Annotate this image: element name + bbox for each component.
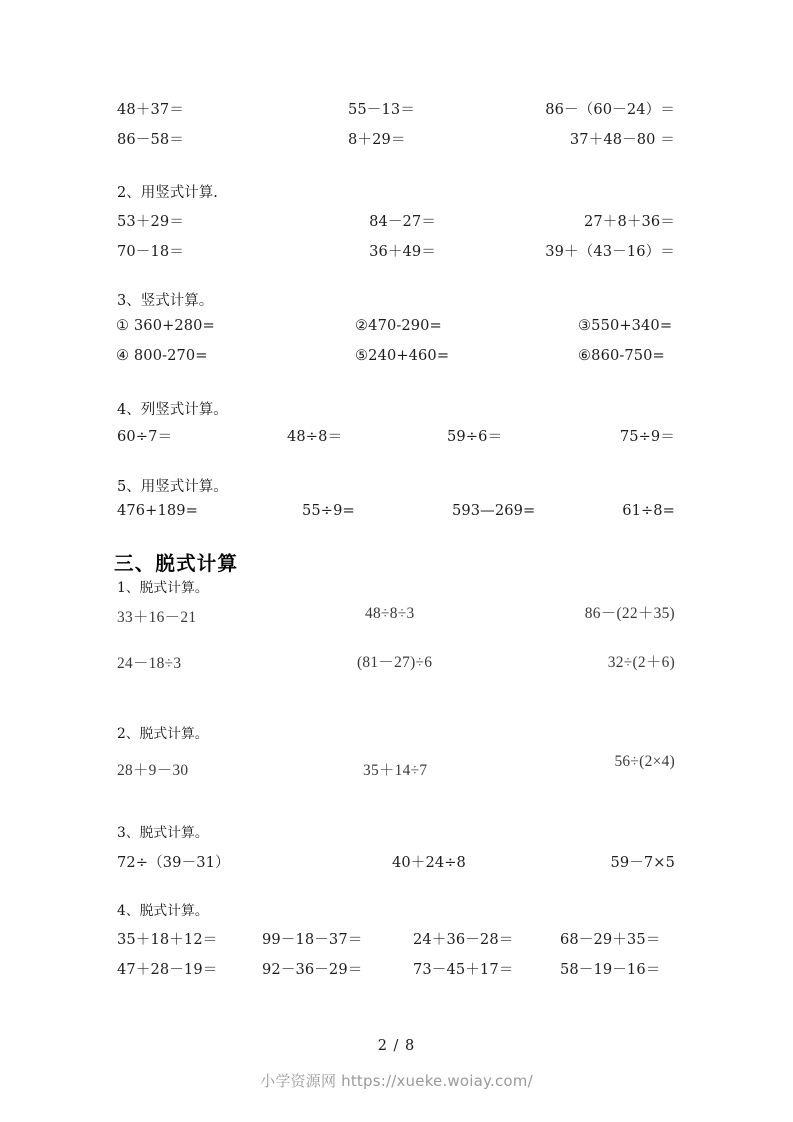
expression: ① 360+280=: [116, 317, 215, 334]
expression: 37＋48－80 ＝: [569, 131, 675, 148]
expression: 55÷9=: [302, 502, 355, 519]
exercise-row: [520, 753, 675, 771]
exercise-row: [280, 210, 436, 231]
expression: 92－36－29＝: [262, 961, 363, 978]
exercise-row: [365, 605, 414, 623]
exercise-row: [578, 317, 672, 335]
expression: ③550+340=: [578, 317, 673, 334]
exercise-row: [455, 98, 675, 119]
exercise-row: [565, 502, 675, 520]
exercise-row: [262, 958, 362, 979]
exercise-row: [355, 317, 442, 335]
expression: 39＋（43－16）＝: [545, 243, 675, 260]
exercise-row: [117, 651, 181, 673]
subsection-title-4: 4、脱式计算。: [117, 903, 209, 919]
expression: 86－58＝: [117, 131, 184, 148]
exercise-row: [357, 650, 432, 672]
expression: 48＋37＝: [117, 101, 184, 118]
expression: 60÷7＝: [117, 428, 173, 445]
expression: ⑥860-750=: [578, 347, 665, 364]
subsection-title-2: 2、脱式计算。: [117, 726, 209, 742]
expression: ②470-290=: [355, 317, 442, 334]
exercise-row: [280, 240, 436, 261]
expression: 48÷8＝: [287, 428, 343, 445]
expression: 99－18－37＝: [262, 931, 363, 948]
expression: 35＋14÷7: [363, 762, 428, 779]
section-title-4: 4、列竖式计算。: [117, 402, 228, 418]
exercise-row: [413, 958, 513, 979]
expression: 36＋49＝: [369, 243, 436, 260]
exercise-row: [287, 425, 342, 446]
expression: 593—269=: [452, 502, 536, 519]
expression: 28＋9－30: [117, 762, 189, 779]
exercise-row: [363, 758, 427, 780]
exercise-row: [392, 851, 466, 872]
exercise-row: [262, 928, 362, 949]
exercise-row: [578, 347, 665, 365]
expression: (81－27)÷6: [357, 654, 433, 671]
exercise-row: [455, 240, 675, 261]
exercise-row: [560, 851, 675, 872]
expression: 58－19－16＝: [560, 961, 661, 978]
expression: 59－7×5: [610, 854, 675, 871]
expression: 24＋36－28＝: [413, 931, 514, 948]
expression: 8＋29＝: [348, 131, 406, 148]
expression: 59÷6＝: [447, 428, 503, 445]
part-heading-three: 三、脱式计算: [114, 552, 239, 575]
exercise-row: [560, 928, 660, 949]
expression: 84－27＝: [369, 213, 436, 230]
exercise-row: [117, 851, 230, 872]
site-watermark: 小学资源网 https://xueke.woiay.com/: [260, 1072, 533, 1090]
exercise-row: [455, 128, 675, 149]
expression: 40＋24÷8: [392, 854, 466, 871]
exercise-row: [117, 928, 217, 949]
exercise-row: [117, 98, 184, 119]
section-title-3: 3、竖式计算。: [117, 293, 214, 309]
exercise-row: [116, 347, 208, 365]
expression: 72÷（39－31）: [117, 854, 230, 871]
exercise-row: [447, 425, 502, 446]
expression: 24－18÷3: [117, 655, 182, 672]
expression: 48÷8÷3: [365, 605, 415, 622]
exercise-row: [355, 347, 449, 365]
expression: 35＋18＋12＝: [117, 931, 218, 948]
exercise-row: [348, 98, 415, 119]
exercise-row: [116, 317, 215, 335]
expression: 476+189=: [117, 502, 198, 519]
expression: 55－13＝: [348, 101, 415, 118]
exercise-row: [505, 650, 675, 672]
expression: 73－45＋17＝: [413, 961, 514, 978]
exercise-row: [348, 128, 406, 149]
section-title-5: 5、用竖式计算。: [117, 479, 228, 495]
exercise-row: [117, 605, 196, 627]
expression: 56÷(2×4): [614, 753, 675, 770]
exercise-row: [117, 758, 188, 780]
exercise-row: [560, 425, 675, 446]
expression: 68－29＋35＝: [560, 931, 661, 948]
exercise-row: [505, 601, 675, 623]
exercise-row: [560, 958, 660, 979]
expression: 86－（60－24）＝: [545, 101, 675, 118]
exercise-row: [302, 502, 355, 520]
exercise-row: [117, 128, 184, 149]
exercise-row: [117, 958, 217, 979]
subsection-title-3: 3、脱式计算。: [117, 825, 209, 841]
expression: 47＋28－19＝: [117, 961, 218, 978]
expression: 27＋8＋36＝: [583, 213, 675, 230]
expression: 61÷8=: [622, 502, 675, 519]
expression: 86－(22＋35): [584, 605, 675, 622]
exercise-row: [455, 210, 675, 231]
exercise-row: [117, 210, 184, 231]
subsection-title-1: 1、脱式计算。: [117, 580, 209, 596]
page-number: 2 / 8: [377, 1038, 416, 1054]
expression: 32÷(2＋6): [607, 654, 675, 671]
expression: 53＋29＝: [117, 213, 184, 230]
expression: 70－18＝: [117, 243, 184, 260]
exercise-row: [452, 502, 535, 520]
exercise-row: [413, 928, 513, 949]
exercise-row: [117, 240, 184, 261]
expression: 33＋16－21: [117, 609, 197, 626]
expression: 75÷9＝: [619, 428, 675, 445]
expression: ⑤240+460=: [355, 347, 450, 364]
section-title-2: 2、用竖式计算.: [117, 185, 218, 201]
expression: ④ 800-270=: [116, 347, 208, 364]
exercise-row: [117, 502, 198, 520]
exercise-row: [117, 425, 172, 446]
